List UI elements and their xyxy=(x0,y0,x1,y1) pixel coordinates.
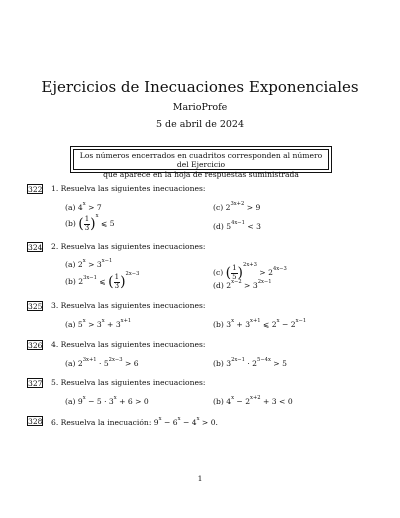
exercise-number: 2. xyxy=(51,242,59,251)
item-rest: > 9 xyxy=(244,203,261,212)
exercise-title xyxy=(51,301,205,310)
exercise-item-b: (b) ( $\frac{1}{3}$ )$^x$ ⩽ 5 xyxy=(65,213,115,232)
exercise-number: 6. xyxy=(51,418,59,427)
notice-inner-box xyxy=(73,149,329,179)
exercise-number: 5. xyxy=(51,378,59,387)
exercise-text: Resuelva la inecuación: xyxy=(60,418,154,427)
exercise-item-b: (b) $2^{3x-1}$ ⩽ ( $\frac{1}{3}$ )$^{2x-3}$ xyxy=(65,271,140,290)
item-label: (b) xyxy=(213,359,224,368)
exercise-title xyxy=(51,242,205,251)
exercise-number-box: 327 xyxy=(28,379,43,388)
exercise-item-d: (d) $2^{x-2} > 3^{2x-1}$ xyxy=(213,279,272,290)
exercise-number-box: 325 xyxy=(28,302,43,311)
item-label: (d) xyxy=(213,281,224,290)
item-label: (c) xyxy=(213,203,224,212)
fraction-numerator: 1 xyxy=(114,273,120,281)
exercise-item-a: (a) $2^x > 3^{x-1}$ xyxy=(65,258,113,269)
notice-line-1: Los números encerrados en cuadritos corresponden al número del Ejercicio xyxy=(79,151,323,170)
exercise-title xyxy=(51,184,205,193)
item-rest: < 3 xyxy=(244,222,261,231)
item-label: (c) xyxy=(213,268,224,277)
date: 5 de abril de 2024 xyxy=(155,119,245,130)
page-number: 1 xyxy=(197,474,203,483)
exercise-item-b: (b) $3^{2x-1} \cdot 2^{5-4x} > 5$ xyxy=(213,357,287,368)
item-base: 2 xyxy=(225,203,231,212)
fraction-numerator: 1 xyxy=(84,215,90,223)
item-rest: > 7 xyxy=(85,203,102,212)
exercise-text: Resuelva las siguientes inecuaciones: xyxy=(60,184,206,193)
exercise-title xyxy=(51,340,205,349)
exercise-number: 4. xyxy=(51,340,59,349)
exercise-text: Resuelva las siguientes inecuaciones: xyxy=(60,301,206,310)
item-label: (a) xyxy=(65,359,76,368)
fraction-denominator: 5 xyxy=(232,272,237,281)
notice-box xyxy=(70,146,332,179)
exercise-title xyxy=(51,378,205,387)
exercise-item-d xyxy=(213,220,261,231)
item-label: (b) xyxy=(65,277,76,286)
item-rest: ⩽ 5 xyxy=(98,219,115,228)
item-label: (b) xyxy=(213,397,224,406)
item-exponent: x xyxy=(82,201,86,207)
author: MarioProfe xyxy=(172,102,228,113)
exercise-number-box: 328 xyxy=(28,417,43,426)
item-label: (a) xyxy=(65,260,76,269)
item-exponent: 4x−1 xyxy=(231,220,245,226)
exercise-number-box: 322 xyxy=(28,185,43,194)
exercise-item-b: (b) $3^x + 3^{x+1}$ ⩽ $2^x - 2^{x-1}$ xyxy=(213,318,307,329)
item-label: (b) xyxy=(65,219,76,228)
fraction-numerator: 1 xyxy=(232,264,237,272)
item-exponent: x xyxy=(95,213,99,219)
exercise-item-c: (c) ( $\frac{1}{5}$ )$^{2x+3} > 2^{4x-3}$ xyxy=(213,262,287,281)
item-base: 5 xyxy=(226,222,232,231)
exercise-number: 3. xyxy=(51,301,59,310)
item-label: (b) xyxy=(213,320,224,329)
exercise-number-box: 324 xyxy=(28,243,43,252)
item-label: (d) xyxy=(213,222,224,231)
exercise-item-b: (b) $4^x - 2^{x+2} + 3 < 0$ xyxy=(213,395,293,406)
exercise-number-box: 326 xyxy=(28,341,43,350)
item-label: (a) xyxy=(65,203,76,212)
exercise-item-c xyxy=(213,201,260,212)
exercise-item-a: (a) $9^x - 5 \cdot 3^x + 6 > 0$ xyxy=(65,395,149,406)
exercise-item-a: (a) $2^{3x+1} \cdot 5^{2x-3} > 6$ xyxy=(65,357,139,368)
notice-line-2: que aparece en la hoja de respuestas suministrada xyxy=(103,169,299,179)
item-label: (a) xyxy=(65,320,76,329)
item-base: 4 xyxy=(77,203,83,212)
item-exponent: 3x+2 xyxy=(230,201,245,207)
exercise-title: 6. Resuelva la inecuación: $9^x - 6^x - 4^x > 0$. xyxy=(51,416,218,427)
exercise-text: Resuelva las siguientes inecuaciones: xyxy=(60,242,206,251)
item-label: (a) xyxy=(65,397,76,406)
fraction-denominator: 3 xyxy=(114,281,120,290)
exercise-text: Resuelva las siguientes inecuaciones: xyxy=(60,378,206,387)
exercise-item-a: (a) $5^x > 3^x + 3^{x+1}$ xyxy=(65,318,132,329)
document-title: Ejercicios de Inecuaciones Exponenciales xyxy=(41,78,359,96)
exercise-text: Resuelva las siguientes inecuaciones: xyxy=(60,340,206,349)
fraction-denominator: 3 xyxy=(84,223,90,232)
exercise-number: 1. xyxy=(51,184,59,193)
exercise-item-a xyxy=(65,201,102,212)
